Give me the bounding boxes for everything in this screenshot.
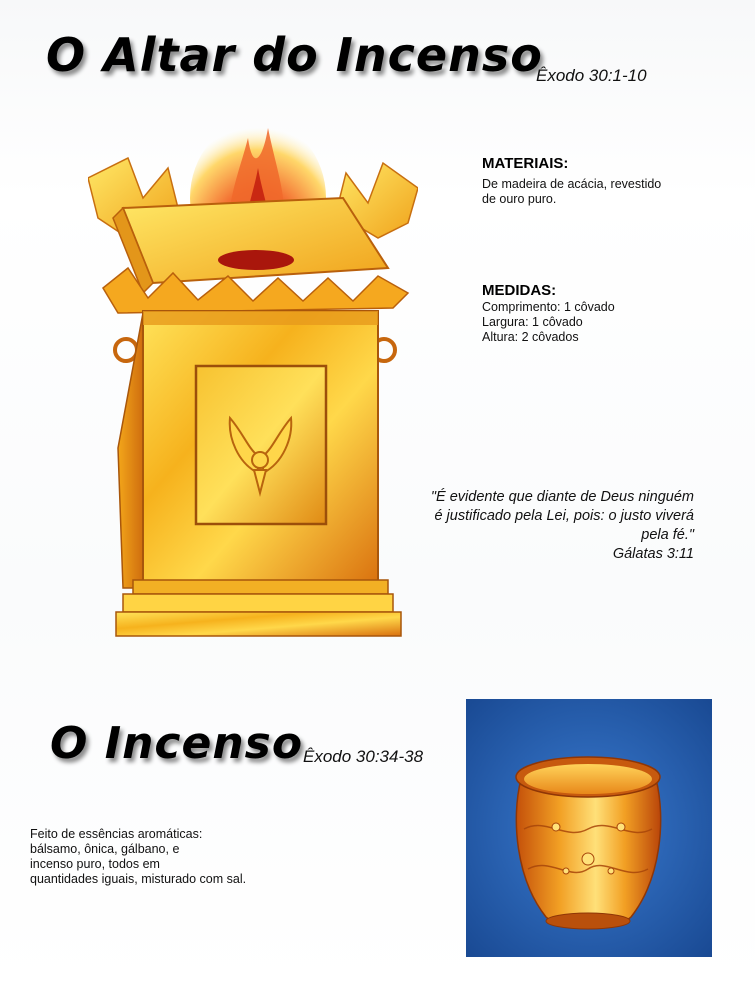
- incense-description-line: bálsamo, ônica, gálbano, e: [30, 842, 180, 856]
- bible-quote: [380, 488, 694, 564]
- measure-height: Altura: 2 côvados: [482, 330, 579, 344]
- altar-reference: Êxodo 30:1-10: [536, 66, 647, 85]
- measure-width: Largura: 1 côvado: [482, 315, 583, 329]
- incense-title: O Incenso: [50, 718, 304, 769]
- quote-line: é justificado pela Lei, pois: o justo viverá: [434, 508, 694, 524]
- measures-label: MEDIDAS:: [482, 282, 557, 299]
- materials-line: De madeira de acácia, revestido: [482, 177, 662, 191]
- measures-text: [482, 300, 615, 345]
- incense-bowl-illustration: [466, 699, 712, 957]
- incense-reference: Êxodo 30:34-38: [303, 747, 424, 766]
- quote-citation: Gálatas 3:11: [612, 546, 694, 562]
- incense-description: [30, 827, 246, 887]
- materials-line: de ouro puro.: [482, 192, 557, 206]
- altar-title: O Altar do Incenso: [46, 28, 543, 82]
- quote-line: "É evidente que diante de Deus ninguém: [430, 489, 694, 505]
- altar-illustration: [88, 118, 418, 638]
- incense-description-line: Feito de essências aromáticas:: [30, 827, 203, 841]
- materials-text: [482, 177, 661, 207]
- measure-length: Comprimento: 1 côvado: [482, 300, 615, 314]
- quote-line: pela fé.": [641, 527, 694, 543]
- materials-label: MATERIAIS:: [482, 155, 569, 172]
- incense-description-line: quantidades iguais, misturado com sal.: [30, 872, 247, 886]
- incense-description-line: incenso puro, todos em: [30, 857, 160, 871]
